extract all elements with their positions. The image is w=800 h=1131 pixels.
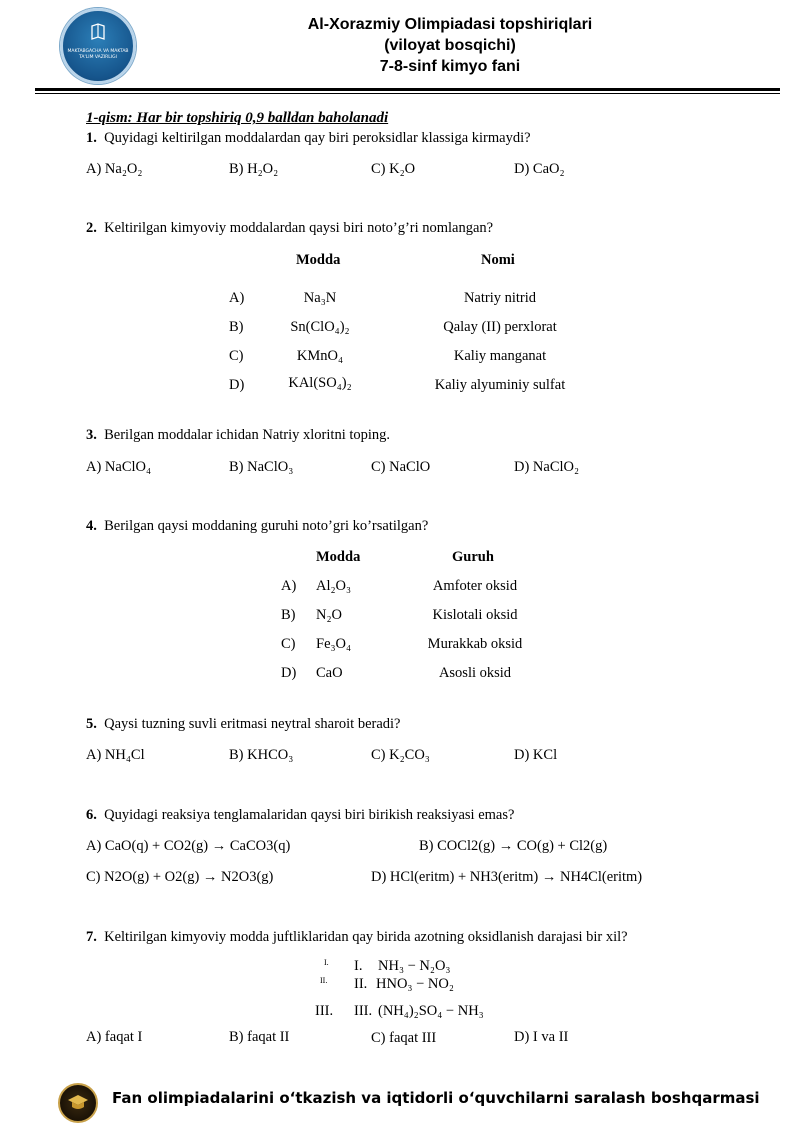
q7-pair-label: I. bbox=[354, 958, 363, 974]
footer-text: Fan olimpiadalarini oʻtkazish va iqtidorli oʻquvchilarni saralash boshqarmasi bbox=[112, 1089, 760, 1107]
q2-row-name: Qalay (II) perxlorat bbox=[443, 319, 557, 335]
question-5 bbox=[86, 716, 401, 733]
header-title: Al-Xorazmiy Olimpiadasi topshiriqlari bbox=[307, 16, 593, 33]
q7-pair-label: III. bbox=[354, 1003, 373, 1019]
list-marker: II. bbox=[320, 976, 328, 985]
header-subject: 7-8-sinf kimyo fani bbox=[379, 58, 521, 75]
header-rule bbox=[35, 88, 780, 91]
q7-pair-label: II. bbox=[354, 976, 368, 992]
q1-option-d: D) CaO₂ bbox=[514, 161, 565, 177]
q4-row-letter: B) bbox=[281, 607, 296, 623]
olympiad-emblem bbox=[58, 1083, 98, 1123]
q2-row-letter: A) bbox=[229, 290, 245, 306]
q1-option-c: C) K₂O bbox=[371, 161, 416, 177]
q4-row-letter: C) bbox=[281, 636, 296, 652]
q2-header-substance: Modda bbox=[296, 252, 341, 268]
q7-option-d: D) I va II bbox=[514, 1029, 569, 1045]
q4-row-group: Murakkab oksid bbox=[427, 636, 523, 652]
q7-pair: (NH₄)₂SO₄ − NH₃ bbox=[378, 1003, 484, 1019]
section-title: 1-qism: Har bir topshiriq 0,9 balldan baholanadi bbox=[86, 110, 389, 126]
q3-option-c: C) NaClO bbox=[371, 459, 431, 475]
q4-row-group: Kislotali oksid bbox=[432, 607, 518, 623]
question-text: Quyidagi keltirilgan moddalardan qay biri peroksidlar klassiga kirmaydi? bbox=[104, 130, 531, 146]
question-1 bbox=[86, 130, 531, 147]
question-number: 6. bbox=[86, 807, 97, 823]
question-number: 4. bbox=[86, 518, 97, 534]
question-text: Berilgan qaysi moddaning guruhi noto’gri ko’rsatilgan? bbox=[104, 518, 429, 534]
q6-option-d: D) HCl(eritm) + NH3(eritm) → NH4Cl(eritm) bbox=[371, 869, 643, 885]
ministry-logo bbox=[60, 8, 136, 84]
q4-row-letter: D) bbox=[281, 665, 297, 681]
question-number: 3. bbox=[86, 427, 97, 443]
q2-row-letter: B) bbox=[229, 319, 244, 335]
question-text: Qaysi tuzning suvli eritmasi neytral sharoit beradi? bbox=[104, 716, 401, 732]
list-marker: I. bbox=[324, 958, 329, 967]
q2-row-name: Kaliy alyuminiy sulfat bbox=[434, 377, 566, 393]
header-rule-thin bbox=[35, 93, 780, 94]
q2-row-substance: Na₃N bbox=[303, 290, 337, 306]
q4-row-group: Asosli oksid bbox=[438, 665, 512, 681]
q1-option-a: A) Na₂O₂ bbox=[86, 161, 143, 177]
q4-row-letter: A) bbox=[281, 578, 297, 594]
logo-text: MAKTABGACHA VA MAKTAB TA'LIM VAZIRLIGI bbox=[67, 49, 129, 60]
question-6 bbox=[86, 807, 514, 824]
q2-row-letter: D) bbox=[229, 377, 245, 393]
q7-pair: HNO₃ − NO₂ bbox=[376, 976, 454, 992]
q4-row-group: Amfoter oksid bbox=[432, 578, 518, 594]
q6-option-b: B) COCl2(g) → CO(g) + Cl2(g) bbox=[419, 838, 608, 854]
question-2 bbox=[86, 220, 493, 237]
question-number: 2. bbox=[86, 220, 97, 236]
question-text: Berilgan moddalar ichidan Natriy xloritni toping. bbox=[104, 427, 391, 443]
question-number: 1. bbox=[86, 130, 97, 146]
question-number: 7. bbox=[86, 929, 97, 945]
list-marker: III. bbox=[315, 1003, 334, 1019]
question-text: Keltirilgan kimyoviy moddalardan qaysi biri noto’g’ri nomlangan? bbox=[104, 220, 494, 236]
q4-header-substance: Modda bbox=[316, 549, 361, 565]
q7-option-b: B) faqat II bbox=[229, 1029, 290, 1045]
q4-row-substance: N₂O bbox=[316, 607, 342, 623]
q5-option-d: D) KCl bbox=[514, 747, 558, 763]
q7-pair: NH₃ − N₂O₃ bbox=[378, 958, 451, 974]
q4-header-group: Guruh bbox=[452, 549, 494, 565]
q7-option-c: C) faqat III bbox=[371, 1030, 437, 1046]
question-7 bbox=[86, 929, 628, 946]
q2-row-substance: Sn(ClO₄)₂ bbox=[290, 319, 350, 335]
q5-option-b: B) KHCO₃ bbox=[229, 747, 294, 763]
graduation-cap-icon bbox=[67, 1093, 89, 1113]
q1-option-b: B) H₂O₂ bbox=[229, 161, 279, 177]
q2-row-name: Kaliy manganat bbox=[453, 348, 547, 364]
q5-option-c: C) K₂CO₃ bbox=[371, 747, 430, 763]
question-text: Quyidagi reaksiya tenglamalaridan qaysi biri birikish reaksiyasi emas? bbox=[104, 807, 515, 823]
q4-row-substance: Al₂O₃ bbox=[316, 578, 352, 594]
q6-option-a: A) CaO(q) + CO2(g) → CaCO3(q) bbox=[86, 838, 291, 854]
question-4 bbox=[86, 518, 428, 535]
header-stage: (viloyat bosqichi) bbox=[384, 37, 516, 54]
q2-row-substance: KAl(SO₄)₂ bbox=[288, 375, 352, 391]
question-number: 5. bbox=[86, 716, 97, 732]
q2-row-letter: C) bbox=[229, 348, 244, 364]
q2-row-substance: KMnO₄ bbox=[296, 348, 344, 364]
question-3 bbox=[86, 427, 390, 444]
q4-row-substance: Fe₃O₄ bbox=[316, 636, 352, 652]
q4-row-substance: CaO bbox=[316, 665, 343, 681]
q7-option-a: A) faqat I bbox=[86, 1029, 143, 1045]
q2-header-name: Nomi bbox=[481, 252, 515, 268]
q3-option-d: D) NaClO₂ bbox=[514, 459, 580, 475]
q3-option-a: A) NaClO₄ bbox=[86, 459, 152, 475]
book-icon bbox=[90, 23, 106, 41]
question-text: Keltirilgan kimyoviy modda juftliklaridan qay birida azotning oksidlanish darajasi bir xil? bbox=[104, 929, 628, 945]
q6-option-c: C) N2O(g) + O2(g) → N2O3(g) bbox=[86, 869, 274, 885]
q2-row-name: Natriy nitrid bbox=[463, 290, 537, 306]
q3-option-b: B) NaClO₃ bbox=[229, 459, 294, 475]
q5-option-a: A) NH₄Cl bbox=[86, 747, 145, 763]
